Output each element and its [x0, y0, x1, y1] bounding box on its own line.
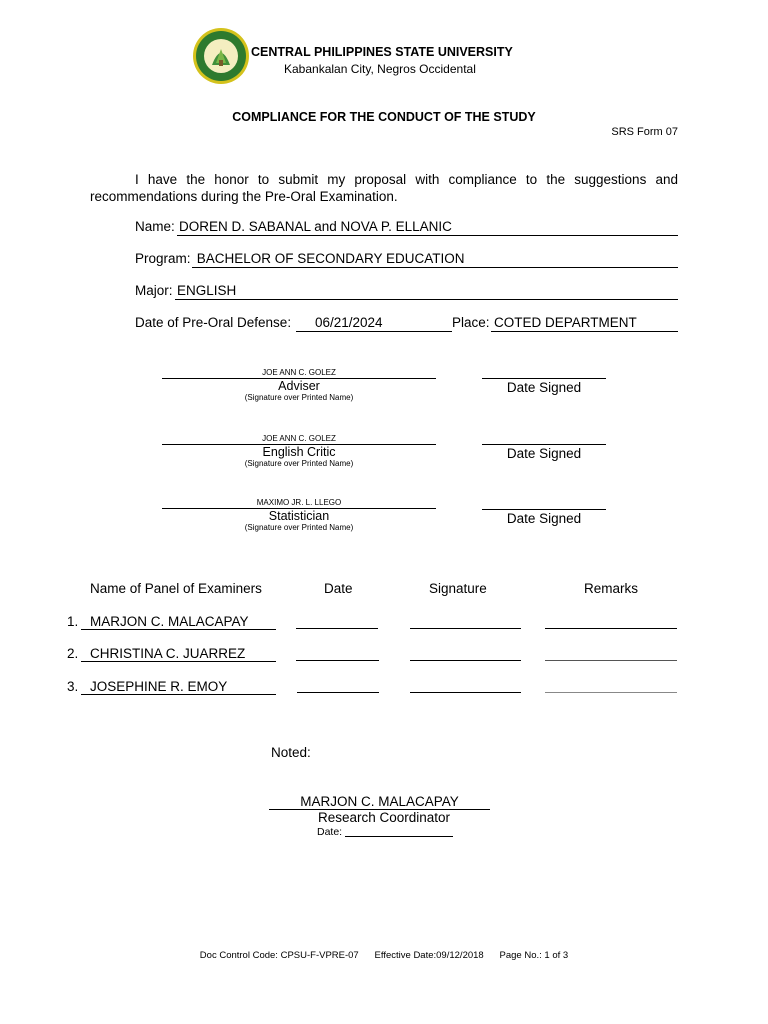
- panel-header-signature: Signature: [429, 581, 487, 596]
- program-label: Program:: [135, 251, 191, 266]
- defense-field: [135, 315, 678, 332]
- examiner-signature-line: [410, 628, 521, 629]
- panel-header-name: Name of Panel of Examiners: [90, 581, 262, 596]
- panel-header-remarks: Remarks: [584, 581, 639, 596]
- critic-date-signed: Date Signed: [482, 444, 606, 461]
- major-label: Major:: [135, 283, 173, 298]
- adviser-note: (Signature over Printed Name): [244, 393, 354, 402]
- place-label: Place:: [452, 315, 490, 330]
- examiner-remarks-line: [545, 692, 677, 693]
- coordinator-date: Date:: [317, 826, 453, 838]
- examiner-date-line: [296, 660, 379, 661]
- critic-role: English Critic: [262, 445, 336, 459]
- adviser-signature-block: [162, 368, 436, 403]
- form-title: COMPLIANCE FOR THE CONDUCT OF THE STUDY: [232, 110, 536, 124]
- document-footer: Doc Control Code: CPSU-F-VPRE-07 Effective Date:09/12/2018 Page No.: 1 of 3: [199, 950, 569, 961]
- critic-note: (Signature over Printed Name): [244, 459, 354, 468]
- examiner-date-line: [296, 628, 378, 629]
- defense-label: Date of Pre-Oral Defense:: [135, 315, 292, 330]
- coordinator-role: Research Coordinator: [317, 810, 451, 825]
- examiner-remarks-line: [545, 660, 677, 661]
- examiner-signature-line: [410, 692, 521, 693]
- form-code: SRS Form 07: [611, 126, 678, 138]
- noted-label: Noted:: [271, 745, 311, 760]
- statistician-note: (Signature over Printed Name): [244, 523, 354, 532]
- examiner-name: CHRISTINA C. JUARREZ: [81, 646, 276, 662]
- program-field: [135, 251, 678, 268]
- coordinator-date-line: [345, 836, 453, 837]
- statistician-date-signed: Date Signed: [482, 509, 606, 526]
- adviser-date-signed: Date Signed: [482, 378, 606, 395]
- panel-header-date: Date: [324, 581, 353, 596]
- examiner-date-line: [297, 692, 379, 693]
- adviser-role: Adviser: [278, 379, 320, 393]
- university-address: Kabankalan City, Negros Occidental: [284, 62, 476, 76]
- examiner-remarks-line: [545, 628, 677, 629]
- examiner-number: 2.: [67, 646, 79, 661]
- adviser-name: JOE ANN C. GOLEZ: [162, 368, 436, 379]
- name-label: Name:: [135, 219, 175, 234]
- university-name: CENTRAL PHILIPPINES STATE UNIVERSITY: [251, 45, 513, 59]
- intro-paragraph: I have the honor to submit my proposal with compliance to the suggestions and recommendations during the Pre-Oral Examination.: [90, 172, 678, 204]
- examiner-signature-line: [410, 660, 521, 661]
- coordinator-name: MARJON C. MALACAPAY: [269, 794, 490, 810]
- university-seal: [192, 27, 250, 85]
- defense-date-value: 06/21/2024: [315, 315, 383, 330]
- critic-name: JOE ANN C. GOLEZ: [162, 434, 436, 445]
- program-value: BACHELOR OF SECONDARY EDUCATION: [193, 251, 465, 266]
- critic-signature-block: [162, 434, 436, 469]
- examiner-number: 1.: [67, 614, 79, 629]
- examiner-name: MARJON C. MALACAPAY: [81, 614, 276, 630]
- examiner-number: 3.: [67, 679, 79, 694]
- name-field: [135, 219, 678, 236]
- place-value: COTED DEPARTMENT: [494, 315, 637, 330]
- major-field: [135, 283, 678, 300]
- statistician-role: Statistician: [268, 509, 330, 523]
- examiner-name: JOSEPHINE R. EMOY: [81, 679, 276, 695]
- statistician-name: MAXIMO JR. L. LLEGO: [162, 498, 436, 509]
- major-value: ENGLISH: [177, 283, 237, 298]
- statistician-signature-block: [162, 498, 436, 533]
- name-value: DOREN D. SABANAL and NOVA P. ELLANIC: [179, 219, 452, 234]
